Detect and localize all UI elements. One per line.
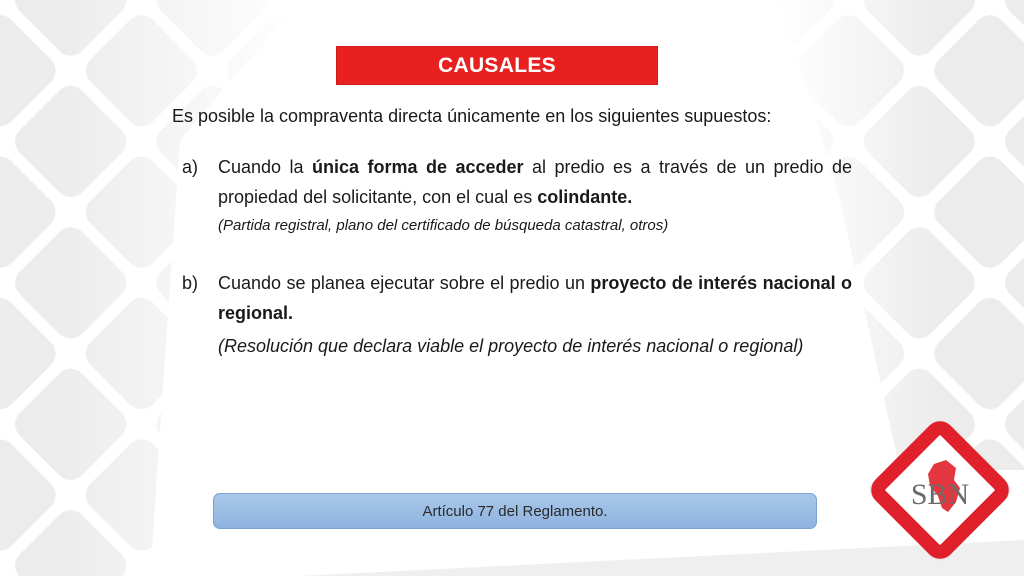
emphasis-text: única forma de acceder [312, 157, 524, 177]
reference-text: Artículo 77 del Reglamento. [422, 502, 608, 520]
reference-box [213, 493, 817, 529]
list-item-b-note: (Resolución que declara viable el proyecto de interés nacional o regional) [218, 336, 804, 356]
list-item-b [182, 268, 852, 328]
title-banner [336, 46, 658, 85]
logo-text: SBN [910, 478, 970, 511]
emphasis-text: proyecto de interés nacional o regional. [218, 273, 852, 323]
list-item-text: Cuando la única forma de acceder al predio es a través de un predio de propiedad del solicitante, con el cual es colindante. [218, 157, 852, 207]
list-marker: b) [182, 273, 199, 293]
intro-text: Es posible la compraventa directa únicamente en los siguientes supuestos: [172, 106, 772, 126]
emphasis-text: colindante. [537, 187, 633, 207]
list-marker: a) [182, 157, 199, 177]
sbn-logo [860, 408, 1020, 576]
list-item-a [182, 152, 852, 212]
list-item-a-note: (Partida registral, plano del certificado de búsqueda catastral, otros) [218, 217, 669, 234]
slide-title: CAUSALES [438, 53, 556, 77]
list-item-text: Cuando se planea ejecutar sobre el predio un proyecto de interés nacional o regional. [218, 273, 852, 323]
